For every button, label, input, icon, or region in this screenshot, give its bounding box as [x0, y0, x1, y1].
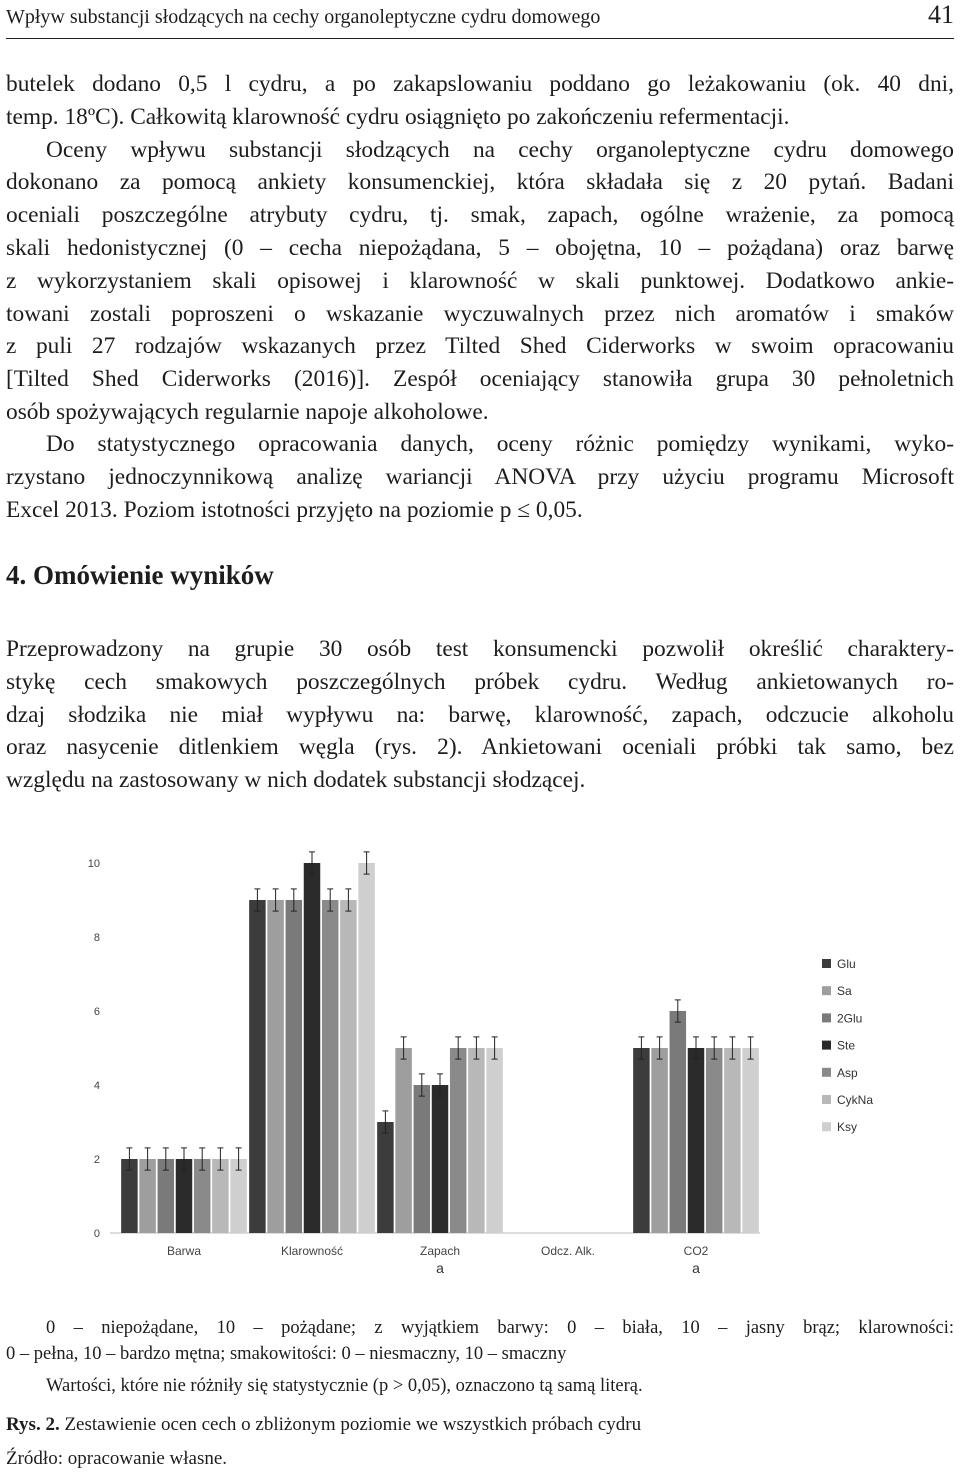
bar: [340, 900, 357, 1233]
text-line: dokonano za pomocą ankiety konsumenckiej, która składała się z 20 pytań. Badani: [6, 169, 954, 196]
figure-notes: [6, 1315, 954, 1399]
text-line: rzystano jednoczynnikową analizę wariancji ANOVA przy użyciu programu Microsoft: [6, 463, 954, 490]
text-line: Do statystycznego opracowania danych, oceny różnic pomiędzy wynikami, wyko-: [46, 431, 954, 457]
text-line: dzaj słodzika nie miał wypływu na: barwę, klarowność, zapach, odczucie alkoholu: [6, 701, 954, 728]
bar: [286, 900, 303, 1233]
figure-label: Rys. 2.: [6, 1414, 60, 1435]
text-line: z puli 27 rodzajów wskazanych przez Tilted Shed Ciderworks w swoim opracowaniu: [6, 333, 954, 360]
significance-letter: a: [436, 1260, 444, 1276]
bar: [322, 900, 339, 1233]
running-header: [6, 0, 954, 39]
x-tick-label: Barwa: [166, 1244, 202, 1258]
x-tick-label: CO2: [683, 1244, 709, 1258]
text-line: osób spożywających regularnie napoje alkoholowe.: [6, 398, 489, 425]
legend-label: CykNa: [837, 1093, 874, 1107]
text-line: Przeprowadzony na grupie 30 osób test konsumencki pozwolił określić charaktery-: [6, 636, 954, 662]
section-heading: 4. Omówienie wyników: [6, 560, 274, 590]
x-tick-label: Klarowność: [280, 1244, 344, 1258]
page-number: 41: [928, 0, 954, 29]
text-line: butelek dodano 0,5 l cydru, a po zakapslowaniu poddano go leżakowaniu (ok. 40 dni,: [6, 71, 954, 97]
y-tick-label: 10: [87, 858, 100, 870]
x-tick-label: Odcz. Alk.: [540, 1244, 596, 1258]
bar: [249, 900, 266, 1233]
legend-swatch: [822, 1013, 831, 1022]
y-tick-label: 6: [93, 1006, 100, 1018]
bar: [358, 863, 375, 1233]
text-line: stykę cech smakowych poszczególnych próbek cydru. Według ankietowanych ro-: [6, 668, 954, 695]
legend-label: Sa: [837, 984, 852, 999]
legend-swatch: [822, 1122, 831, 1131]
text-line: względu na zastosowany w nich dodatek substancji słodzącej.: [6, 767, 586, 794]
bar: [450, 1048, 467, 1233]
bar: [468, 1048, 485, 1233]
text-line: towani zostali poproszeni o wskazanie wyczuwalnych przez nich aromatów i smaków: [6, 300, 954, 327]
bar: [432, 1085, 449, 1233]
figure-source: Źródło: opracowanie własne.: [6, 1448, 228, 1469]
bar: [414, 1085, 431, 1233]
paragraph-results: [6, 633, 954, 797]
legend-label: Ksy: [837, 1120, 858, 1135]
bar-chart: [60, 830, 900, 1290]
text-line: oceniali poszczególne atrybuty cydru, tj. smak, zapach, ogólne wrażenie, za pomocą: [6, 202, 954, 229]
legend-swatch: [822, 959, 831, 968]
bar: [724, 1048, 741, 1233]
bar: [377, 1122, 394, 1233]
text-line: skali hedonistycznej (0 – cecha niepożądana, 5 – obojętna, 10 – pożądana) oraz barwę: [6, 234, 954, 261]
note-line: Wartości, które nie różniły się statystycznie (p > 0,05), oznaczono tą samą literą.: [46, 1376, 643, 1396]
text-line: Oceny wpływu substancji słodzących na cechy organoleptyczne cydru domowego: [46, 136, 954, 163]
y-tick-label: 4: [93, 1080, 100, 1092]
x-tick-label: Zapach: [419, 1244, 461, 1258]
running-header-title: Wpływ substancji słodzących na cechy organoleptyczne cydru domowego: [6, 6, 601, 28]
bar: [486, 1048, 503, 1233]
note-line: 0 – niepożądane, 10 – pożądane; z wyjątkiem barwy: 0 – biała, 10 – jasny brąz; klarowności:: [46, 1318, 954, 1338]
figure-caption-text: Zestawienie ocen cech o zbliżonym poziomie we wszystkich próbach cydru: [59, 1414, 642, 1435]
y-tick-label: 8: [93, 932, 100, 944]
bar: [706, 1048, 723, 1233]
text-line: Excel 2013. Poziom istotności przyjęto na poziomie p ≤ 0,05.: [6, 496, 583, 523]
legend-label: Glu: [837, 957, 856, 971]
bar: [304, 863, 321, 1233]
y-tick-label: 2: [93, 1154, 100, 1166]
legend-label: Asp: [837, 1065, 858, 1080]
figure-caption: [6, 1414, 641, 1436]
legend-label: Ste: [837, 1038, 856, 1053]
text-line: z wykorzystaniem skali opisowej i klarowność w skali punktowej. Dodatkowo ankie-: [6, 267, 954, 294]
paragraph-methods: [6, 68, 954, 429]
bar: [651, 1048, 668, 1233]
paragraph-statistics: [6, 428, 954, 526]
bar: [670, 1011, 687, 1233]
bar: [395, 1048, 412, 1233]
bar: [742, 1048, 759, 1233]
legend-swatch: [822, 1068, 831, 1077]
note-line: 0 – pełna, 10 – bardzo mętna; smakowitości: 0 – niesmaczny, 10 – smaczny: [6, 1344, 567, 1364]
legend-swatch: [822, 1095, 831, 1104]
significance-letter: a: [692, 1260, 700, 1276]
legend-swatch: [822, 1041, 831, 1050]
text-line: oraz nasycenie ditlenkiem węgla (rys. 2). Ankietowani oceniali próbki tak samo, bez: [6, 734, 954, 761]
legend-swatch: [822, 986, 831, 995]
text-line: [Tilted Shed Ciderworks (2016)]. Zespół oceniający stanowiła grupa 30 pełnoletnich: [6, 366, 954, 393]
text-line: temp. 18ºC). Całkowitą klarowność cydru osiągnięto po zakończeniu refermentacji.: [6, 103, 790, 130]
legend-label: 2Glu: [837, 1011, 863, 1026]
bar: [688, 1048, 705, 1233]
bar: [267, 900, 284, 1233]
figure-chart: [60, 830, 900, 1290]
bar: [633, 1048, 650, 1233]
y-tick-label: 0: [93, 1228, 100, 1240]
